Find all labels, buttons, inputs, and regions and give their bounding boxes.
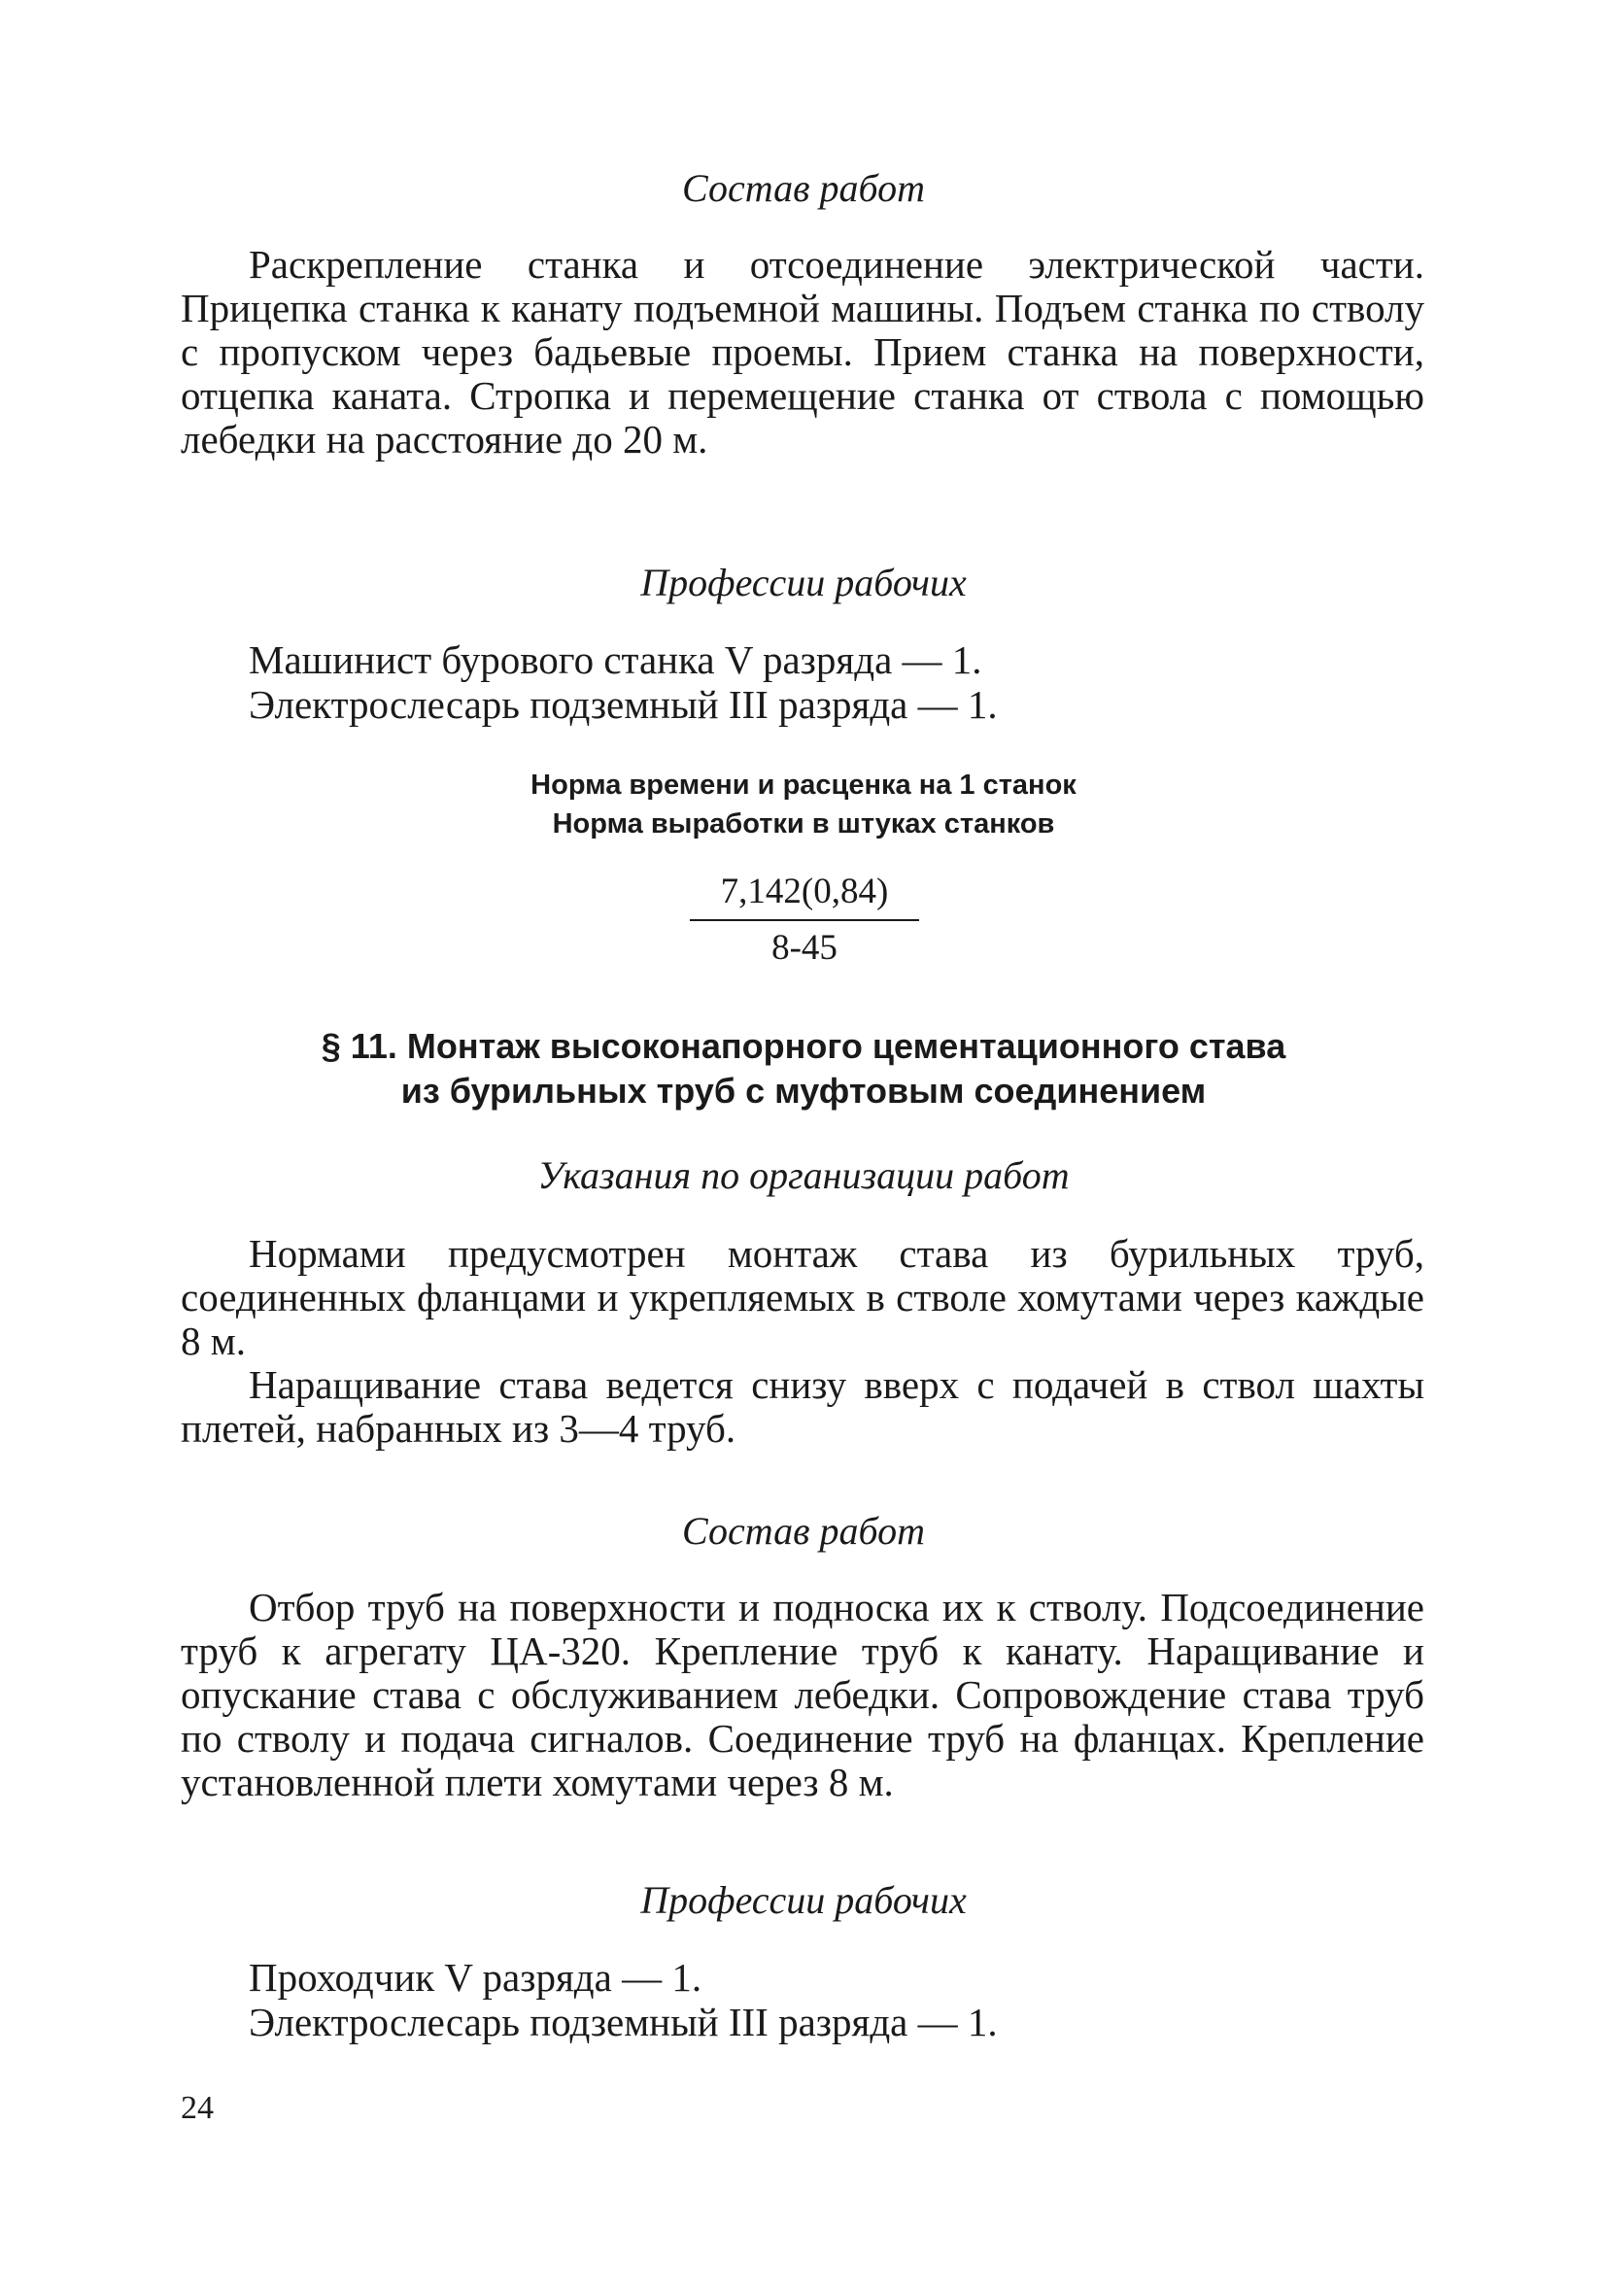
page-number: 24: [181, 2090, 214, 2126]
section-title-line-1: § 11. Монтаж высоконапорного цементационного става: [321, 1026, 1286, 1066]
heading-work-composition-1: Состав работ: [682, 166, 925, 210]
norm-fraction-numerator: 7,142(0,84): [690, 871, 919, 921]
profession-line-1: Машинист бурового станка V разряда — 1.: [249, 637, 982, 682]
heading-worker-professions-2: Профессии рабочих: [640, 1878, 967, 1922]
paragraph-work-composition-1: Раскрепление станка и отсоединение электрической части. Прицепка станка к канату подъемной машины. Подъем станка по стволу с пропуском через бадьевые проемы. Прием станка на поверхности, отцепка каната. Стропка и перемещение станка от ствола с помощью лебедки на расстояние до 20 м.: [181, 242, 1424, 462]
heading-work-composition-2: Состав работ: [682, 1509, 925, 1553]
heading-worker-professions-1: Профессии рабочих: [640, 561, 967, 604]
heading-organization-instructions: Указания по организации работ: [537, 1153, 1070, 1197]
paragraph-organization-1: Нормами предусмотрен монтаж става из бурильных труб, соединенных фланцами и укрепляемых в стволе хомутами через каждые 8 м.: [181, 1231, 1424, 1363]
norm-fraction: [690, 871, 919, 970]
profession-line-4: Электрослесарь подземный III разряда — 1.: [249, 2000, 998, 2044]
profession-line-3: Проходчик V разряда — 1.: [249, 1955, 702, 2000]
norm-output-label: Норма выработки в штуках станков: [552, 808, 1055, 840]
profession-line-2: Электрослесарь подземный III разряда — 1.: [249, 682, 998, 727]
section-title-line-2: из бурильных труб с муфтовым соединением: [400, 1071, 1207, 1111]
norm-fraction-denominator: 8-45: [771, 928, 838, 968]
paragraph-organization-2: Наращивание става ведется снизу вверх с подачей в ствол шахты плетей, набранных из 3—4 труб.: [181, 1362, 1424, 1451]
section-title: [0, 1024, 1607, 1114]
paragraph-work-composition-2: Отбор труб на поверхности и подноска их к стволу. Подсоединение труб к агрегату ЦА-320. Крепление труб к канату. Наращивание и опускание става с обслуживанием лебедки. Сопровождение става труб по стволу и подача сигналов. Соединение труб на фланцах. Крепление установленной плети хомутами через 8 м.: [181, 1585, 1424, 1804]
norm-time-label: Норма времени и расценка на 1 станок: [530, 770, 1077, 801]
